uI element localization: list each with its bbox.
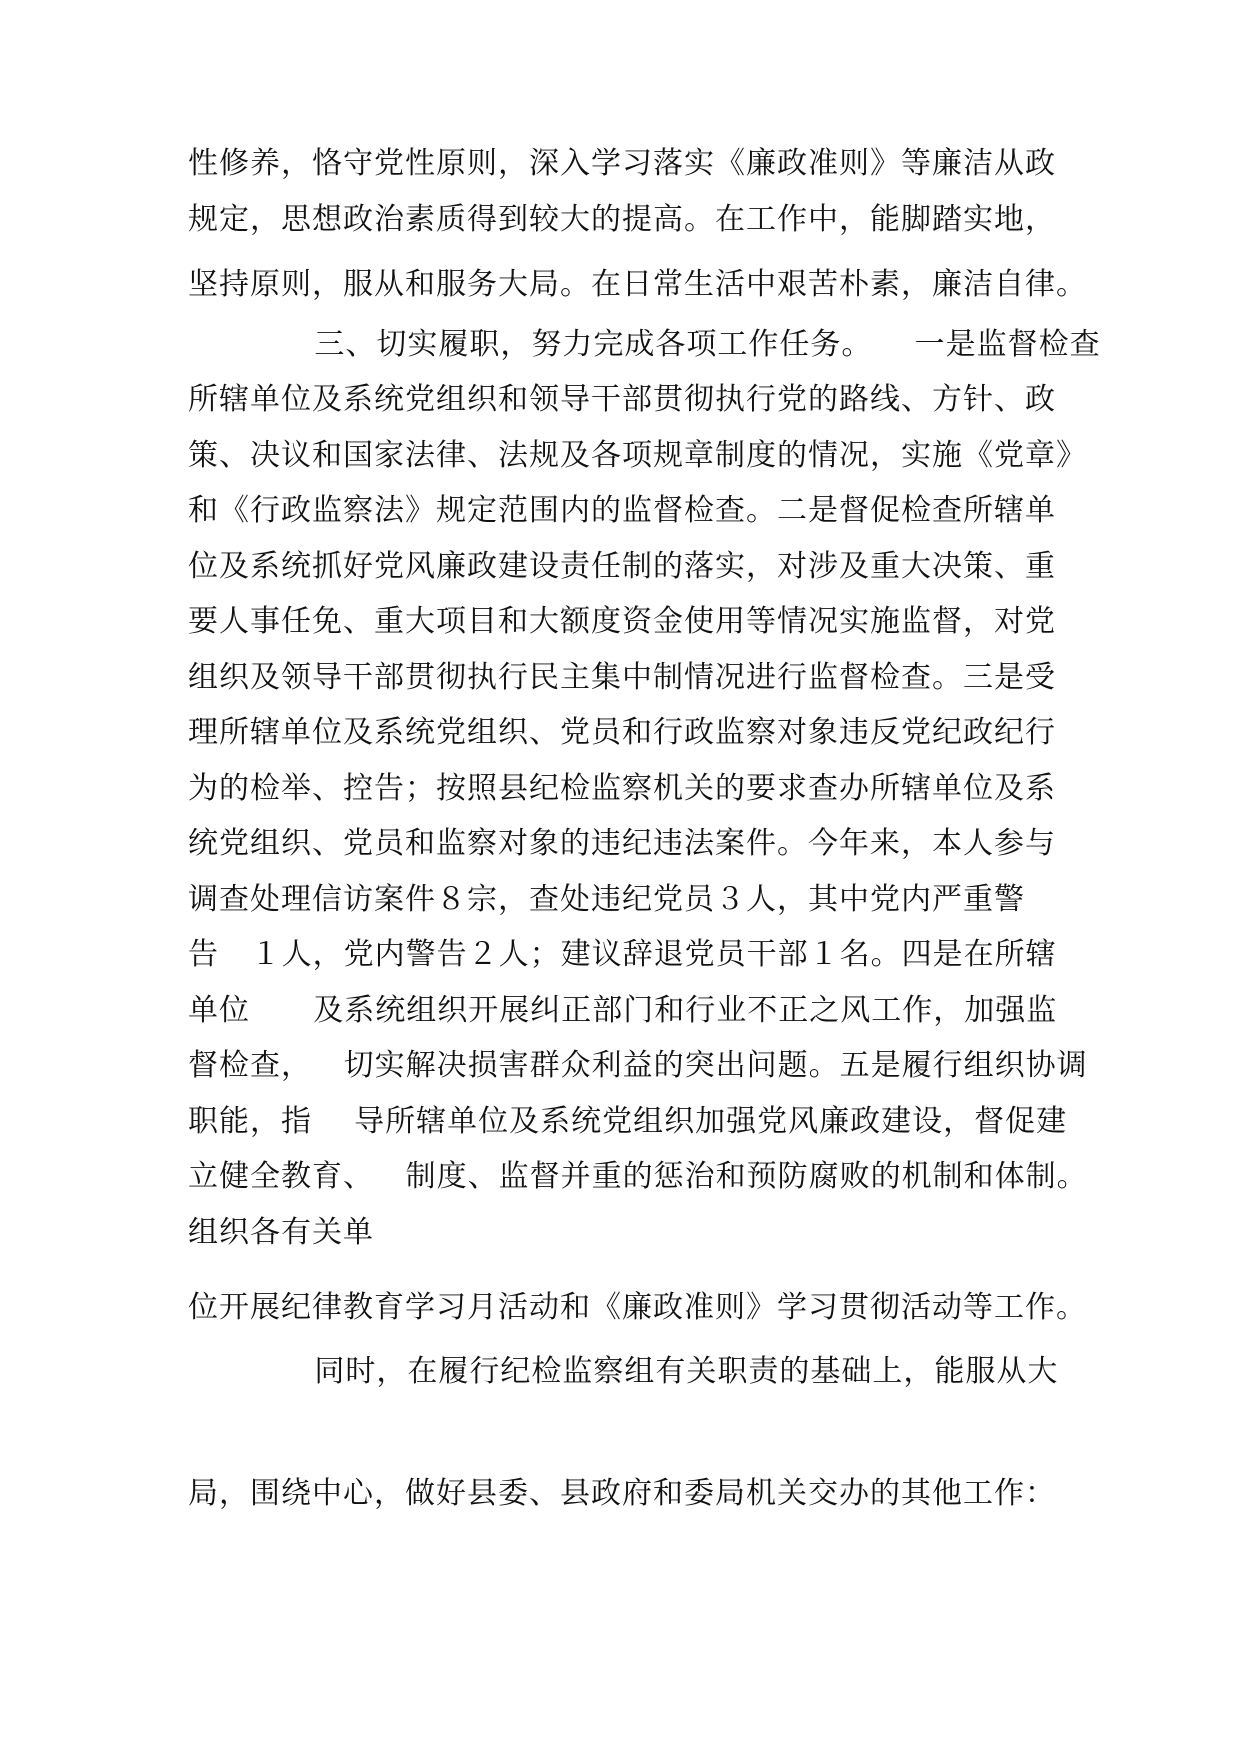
text-line: 策、决议和国家法律、法规及各项规章制度的情况，实施《党章》: [188, 438, 1087, 473]
text-line: 统党组织、党员和监察对象的违纪违法案件。今年来，本人参与: [188, 826, 1056, 861]
text-line: 三、切实履职，努力完成各项工作任务。 一是监督检查: [188, 327, 1101, 362]
text-line: 性修养，恪守党性原则，深入学习落实《廉政准则》等廉洁从政: [188, 146, 1056, 181]
text-line: 和《行政监察法》规定范围内的监督检查。二是督促检查所辖单: [188, 493, 1056, 528]
text-line: 坚持原则，服从和服务大局。在日常生活中艰苦朴素，廉洁自律。: [188, 267, 1087, 302]
text-line: 位开展纪律教育学习月活动和《廉政准则》学习贯彻活动等工作。: [188, 1290, 1087, 1325]
text-line: 告 １人，党内警告２人；建议辞退党员干部１名。四是在所辖: [188, 937, 1057, 972]
text-line: 理所辖单位及系统党组织、党员和行政监察对象违反党纪政纪行: [188, 715, 1056, 750]
text-line: 同时，在履行纪检监察组有关职责的基础上，能服从大: [188, 1354, 1059, 1389]
text-line: 职能，指 导所辖单位及系统党组织加强党风廉政建设，督促建: [188, 1104, 1068, 1139]
text-line: 调查处理信访案件８宗，查处违纪党员３人，其中党内严重警: [188, 882, 1025, 917]
text-line: 立健全教育、 制度、监督并重的惩治和预防腐败的机制和体制。: [188, 1159, 1088, 1194]
text-line: 要人事任免、重大项目和大额度资金使用等情况实施监督，对党: [188, 604, 1056, 639]
text-line: 督检查， 切实解决损害群众利益的突出问题。五是履行组织协调: [188, 1048, 1088, 1083]
text-line: 位及系统抓好党风廉政建设责任制的落实，对涉及重大决策、重: [188, 549, 1056, 584]
text-line: 组织各有关单: [188, 1215, 374, 1250]
text-line: 规定，思想政治素质得到较大的提高。在工作中，能脚踏实地，: [188, 202, 1056, 237]
text-line: 局，围绕中心，做好县委、县政府和委局机关交办的其他工作：: [188, 1476, 1056, 1511]
text-line: 所辖单位及系统党组织和领导干部贯彻执行党的路线、方针、政: [188, 382, 1056, 417]
text-line: 单位 及系统组织开展纠正部门和行业不正之风工作，加强监: [188, 993, 1058, 1028]
text-line: 组织及领导干部贯彻执行民主集中制情况进行监督检查。三是受: [188, 660, 1056, 695]
text-line: 为的检举、控告；按照县纪检监察机关的要求查办所辖单位及系: [188, 771, 1056, 806]
